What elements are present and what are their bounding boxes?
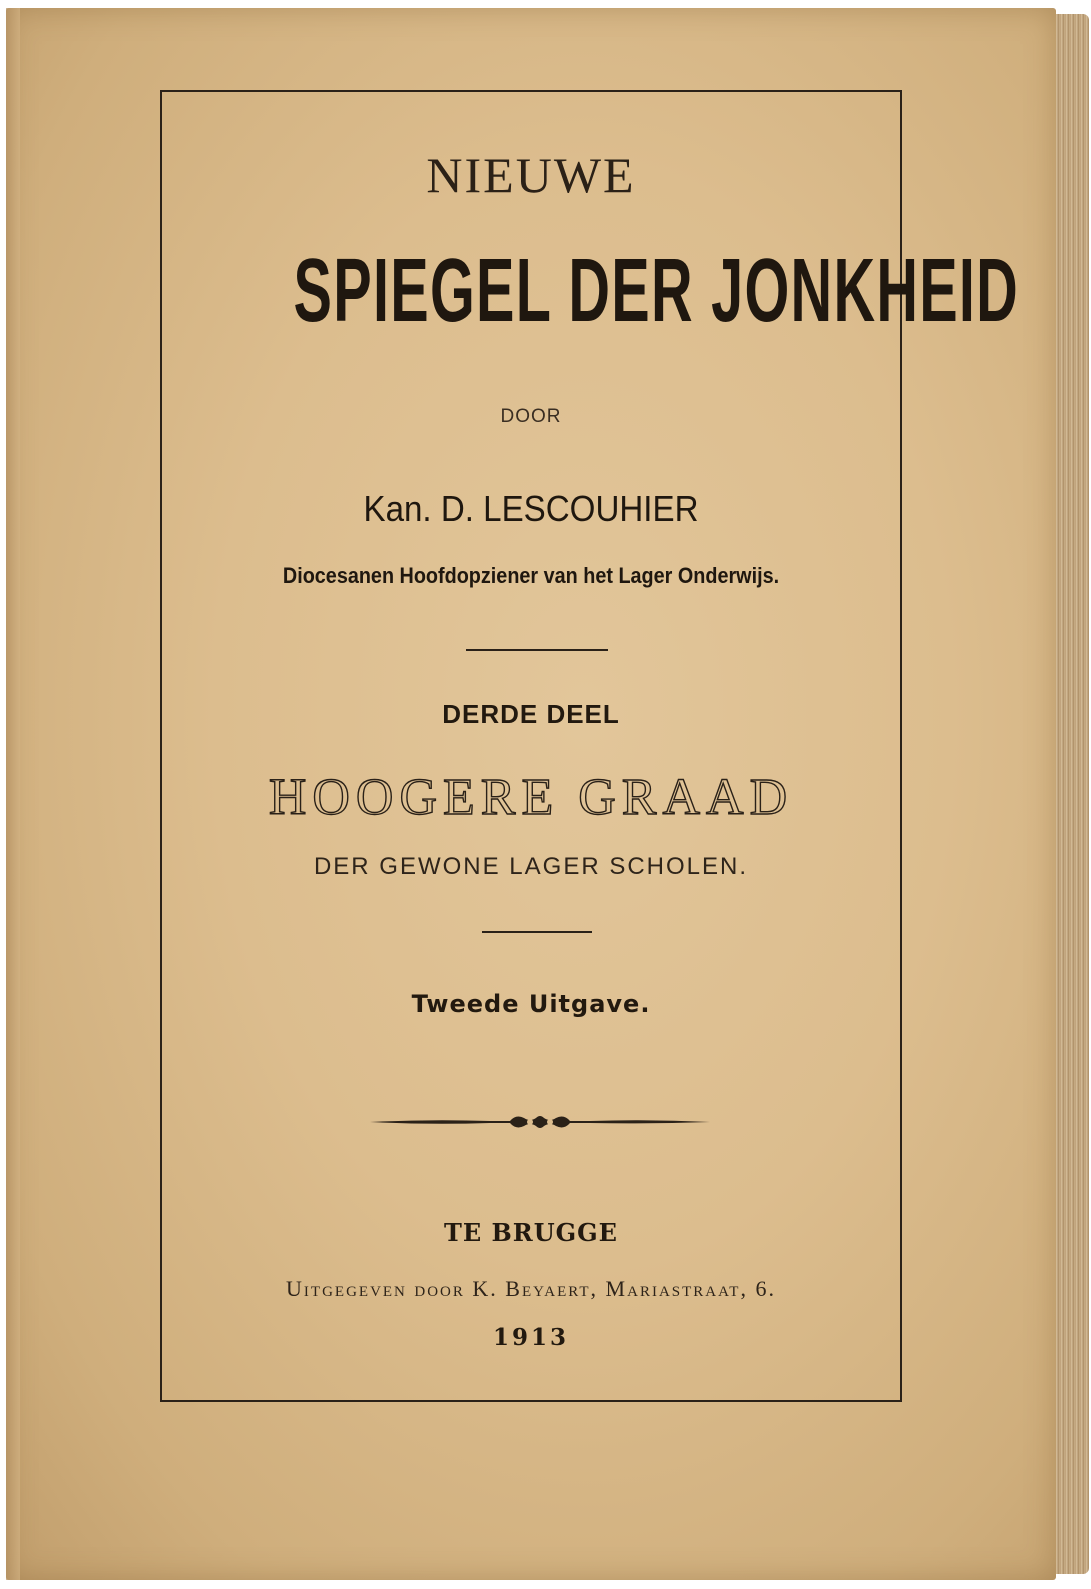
volume-label: DERDE DEEL (442, 699, 620, 729)
publisher-line: Uitgegeven door K. Beyaert, Mariastraat, 6. (286, 1276, 776, 1301)
ornament-divider-icon (370, 1110, 710, 1134)
subtitle-continued: DER GEWONE LAGER SCHOLEN. (313, 853, 749, 880)
publication-place: TE BRUGGE (444, 1218, 618, 1247)
edition-label: Tweede Uitgave. (411, 990, 651, 1018)
divider-rule (466, 649, 608, 651)
divider-rule (482, 931, 592, 933)
by-label: DOOR (500, 406, 562, 427)
spine-fold (6, 8, 20, 1580)
book-title: SPIEGEL DER JONKHEID (293, 241, 1020, 341)
author-title: Diocesanen Hoofdopziener van het Lager Onderwijs. (282, 563, 780, 588)
subtitle: HOOGERE GRAAD (268, 769, 794, 826)
publication-year: 1913 (492, 1324, 569, 1351)
title-prefix: NIEUWE (426, 147, 636, 203)
author-name: Kan. D. LESCOUHIER (363, 488, 699, 529)
